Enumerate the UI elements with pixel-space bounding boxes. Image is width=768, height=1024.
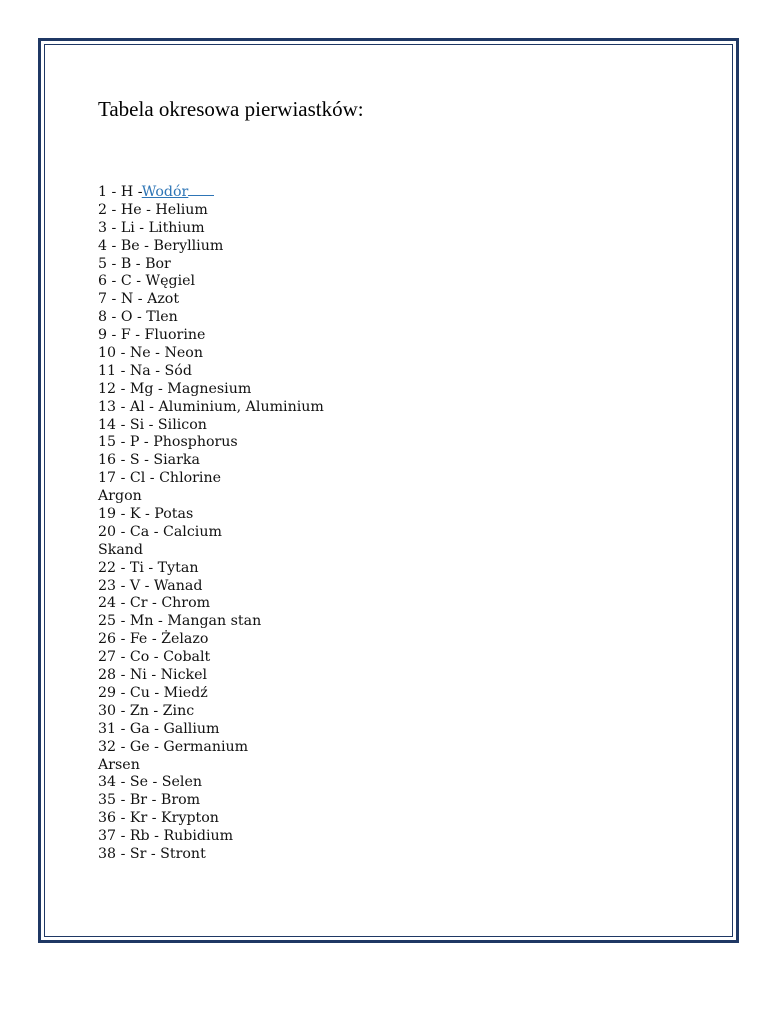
element-entry: 31 - Ga - Gallium	[98, 720, 220, 737]
page-title: Tabela okresowa pierwiastków:	[98, 97, 364, 121]
element-entry: 36 - Kr - Krypton	[98, 810, 219, 827]
element-entry: 10 - Ne - Neon	[98, 345, 203, 362]
element-entry: 25 - Mn - Mangan stan	[98, 613, 262, 630]
element-entry: Arsen	[98, 756, 140, 773]
element-entry: 17 - Cl - Chlorine	[98, 470, 221, 487]
element-list	[98, 184, 324, 864]
element-entry: Skand	[98, 541, 143, 558]
element-entry: 34 - Se - Selen	[98, 774, 202, 791]
element-entry: 3 - Li - Lithium	[98, 219, 205, 236]
element-entry: 6 - C - Węgiel	[98, 273, 196, 290]
link-underline-tail	[188, 184, 214, 196]
element-entry: 14 - Si - Silicon	[98, 416, 207, 433]
element-entry: 23 - V - Wanad	[98, 577, 203, 594]
element-entry-prefix: 1 - H -	[98, 184, 142, 200]
element-entry: 22 - Ti - Tytan	[98, 559, 199, 576]
element-entry: Argon	[98, 488, 142, 505]
element-entry: 7 - N - Azot	[98, 291, 180, 308]
element-entry: 4 - Be - Beryllium	[98, 237, 224, 254]
element-entry: 20 - Ca - Calcium	[98, 523, 222, 540]
element-entry: 16 - S - Siarka	[98, 452, 200, 469]
element-entry: 29 - Cu - Miedź	[98, 684, 208, 701]
element-entry: 37 - Rb - Rubidium	[98, 828, 234, 845]
element-entry: 19 - K - Potas	[98, 506, 194, 523]
element-entry-hydrogen	[98, 184, 324, 202]
element-entry: 5 - B - Bor	[98, 255, 171, 272]
element-entry: 2 - He - Helium	[98, 201, 208, 218]
element-entry: 32 - Ge - Germanium	[98, 738, 249, 755]
element-entry: 11 - Na - Sód	[98, 362, 192, 379]
element-entry: 9 - F - Fluorine	[98, 327, 206, 344]
hydrogen-link[interactable]: Wodór	[141, 184, 189, 200]
element-entry: 30 - Zn - Zinc	[98, 702, 195, 719]
element-entry: 24 - Cr - Chrom	[98, 595, 211, 612]
element-entry: 28 - Ni - Nickel	[98, 667, 208, 684]
element-entry: 8 - O - Tlen	[98, 309, 178, 326]
element-entry: 26 - Fe - Żelazo	[98, 631, 209, 648]
element-entry: 13 - Al - Aluminium, Aluminium	[98, 398, 324, 415]
element-entry: 12 - Mg - Magnesium	[98, 380, 252, 397]
element-entry: 35 - Br - Brom	[98, 792, 201, 809]
element-entry: 27 - Co - Cobalt	[98, 649, 211, 666]
element-entry: 38 - Sr - Stront	[98, 845, 206, 862]
element-entry: 15 - P - Phosphorus	[98, 434, 238, 451]
